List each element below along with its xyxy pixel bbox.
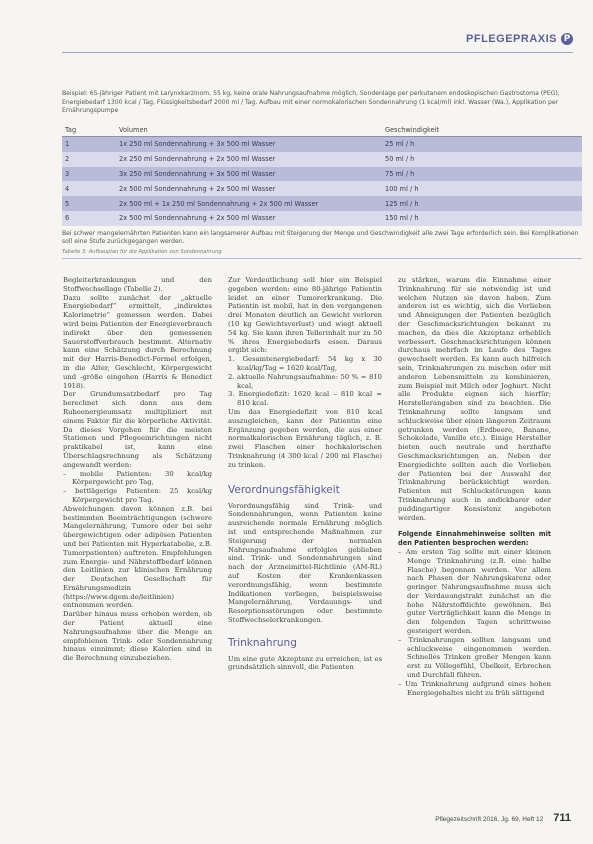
- header-divider: [62, 52, 573, 53]
- list-item: 2. aktuelle Nahrungsaufnahme: 50 % = 810 kcal,: [228, 372, 382, 390]
- text-column-2: [228, 276, 382, 672]
- cell-day: 6: [62, 211, 116, 226]
- text-column-3: [398, 276, 551, 697]
- paragraph: Um das Energiedefizit von 810 kcal auszugleichen, kann der Patientin eine Ergänzung gegeben werden, die aus einer normalkalorischen Ernährung täglich, z. B. zwei Flaschen einer hochkalorischen Trinknahrung (4 300 kcal / 200 ml Flasche) zu trinken.: [228, 407, 382, 469]
- nutrition-plan-table: [62, 123, 582, 226]
- cell-volume: 2x 250 ml Sondennahrung + 2x 500 ml Wasser: [116, 152, 382, 167]
- cell-speed: 25 ml / h: [382, 137, 582, 152]
- brand-logo-icon: P: [561, 33, 573, 45]
- page-footer: [435, 812, 571, 824]
- page-number: 711: [553, 812, 571, 824]
- text-column-1: [63, 276, 212, 663]
- header-day: Tag: [62, 123, 116, 137]
- paragraph: Zur Verdeutlichung soll hier ein Beispiel gegeben werden: eine 80-jährige Patientin leidet an einer Tumorerkrankung. Die Patientin ist mobil, hat in den vergangenen drei Monaten deutlich an Gewicht verloren (10 kg Gewichtsverlust) und wiegt aktuell 54 kg. Sie kann ihren Tellerinhalt nur zu 50 % ihres Energiebedarfs essen. Daraus ergibt sich:: [228, 276, 382, 355]
- header-speed: Geschwindigkeit: [382, 123, 582, 137]
- cell-volume: 2x 500 ml + 1x 250 ml Sondennahrung + 2x 500 ml Wasser: [116, 196, 382, 211]
- paragraph: Darüber hinaus muss erhoben werden, ob der Patient aktuell eine Nahrungsaufnahme über die Menge an empfohlenen Trink- oder Sondennahrung hinaus einnimmt; diese Kalorien sind in die Berechnung einzubeziehen.: [63, 610, 212, 663]
- cell-day: 3: [62, 167, 116, 182]
- paragraph: zu stärken, warum die Einnahme einer Trinknahrung für sie notwendig ist und welchen Nutzen sie davon haben. Zum anderen ist es wichtig, sich die Vorlieben und Abneigungen der Patienten bezüglich der Geschmacksrichtungen bekannt zu machen, da dies die Akzeptanz erheblich verbessert. Geschmacksrichtungen können durchaus mehrfach im Laufe des Tages gewechselt werden. Es kann auch hilfreich sein, Trinknahrungen zu mischen oder mit anderen Lebensmitteln zu kombinieren, zum Beispiel mit Milch oder Joghurt. Nicht alle Produkte eignen sich hierfür; Herstellerangaben sind zu beachten. Die Trinknahrung sollte langsam und schluckweise über einen längeren Zeitraum getrunken werden (Erdbeere, Banane, Schokolade, Vanille etc.). Einige Hersteller bieten auch neutrale und herzhafte Geschmacksrichtungen an. Neben der Energiedichte sollten auch die Vorlieben der Patienten bei der Auswahl der Trinknahrung berücksichtigt werden. Patienten mit Schluckstörungen kann Trinknahrung auch in andickbarer oder puddingartiger Konsistenz angeboten werden.: [398, 276, 551, 522]
- bullet-list: [63, 470, 212, 505]
- cell-speed: 125 ml / h: [382, 196, 582, 211]
- cell-volume: 2x 500 ml Sondennahrung + 2x 500 ml Wasser: [116, 211, 382, 226]
- list-item: 1. Gesamtenergiebedarf: 54 kg x 30 kcal/kg/Tag = 1620 kcal/Tag,: [228, 355, 382, 372]
- section-heading-trinknahrung: Trinknahrung: [228, 636, 297, 649]
- calculation-steps: [228, 355, 382, 408]
- cell-day: 4: [62, 181, 116, 196]
- cell-speed: 75 ml / h: [382, 167, 582, 182]
- bullet-list: [398, 548, 551, 698]
- header-brand: [466, 33, 573, 45]
- table-row: [62, 167, 582, 182]
- list-item: – Um Trinknahrung aufgrund eines hohen Energiegehaltes nicht zu früh sättigend: [398, 679, 551, 697]
- paragraph: Dazu sollte zunächst der „aktuelle Energiebedarf“ ermittelt, „indirektes Kalorimetrie“ gemessen werden. Dabei wird beim Patienten der Energieverbrauch indirekt über den gemessenen Sauerstoffverbrauch bestimmt. Alternativ kann eine Schätzung durch Berechnung mit der Harris-Benedict-Formel erfolgen, in die Alter, Geschlecht, Körpergewicht und -größe eingehen (Harris & Benedict 1918).: [63, 293, 212, 390]
- cell-volume: 3x 250 ml Sondennahrung + 3x 500 ml Wasser: [116, 167, 382, 182]
- paragraph: Der Grundumsatzbedarf pro Tag berechnet sich dann aus dem Ruheenergieumsatz multipliziert mit einem Faktor für die körperliche Aktivität. Da dieses Vorgehen für die meisten Stationen und Pflegeeinrichtungen nicht praktikabel ist, kann eine Überschlagsrechnung als Schätzung angewandt werden:: [63, 390, 212, 469]
- list-item: – Trinknahrungen sollten langsam und schluckweise eingenommen werden. Schnelles Trinken großer Mengen kann erst zu Völlegefühl, Übelkeit, Erbrechen und Durchfall führen.: [398, 635, 551, 680]
- table-row: [62, 181, 582, 196]
- list-item: – mobile Patienten: 30 kcal/kg Körpergewicht pro Tag,: [63, 469, 212, 487]
- table-header-row: [62, 123, 582, 137]
- header-volume: Volumen: [116, 123, 382, 137]
- paragraph: Um eine gute Akzeptanz zu erreichen, ist es grundsätzlich sinnvoll, die Patienten: [228, 654, 382, 672]
- cell-speed: 150 ml / h: [382, 211, 582, 226]
- table-row: [62, 211, 582, 226]
- cell-day: 5: [62, 196, 116, 211]
- table-row: [62, 196, 582, 211]
- paragraph: Abweichungen davon können z.B. bei bestimmten Beeinträchtigungen (schwere Mangelernährung, Tumore oder bei sehr übergewichtigen oder adipösen Patienten und bei Patienten mit Hyperkatabolie, z.B. Tumorpatienten) auftreten. Empfehlungen zum Energie- und Nährstoffbedarf können den Leitlinien zur klinischen Ernährung der Deutschen Gesellschaft für Ernährungsmedizin (https://www.dgem.de/leitlinien) entnommen werden.: [63, 504, 212, 610]
- journal-source: Pflegezeitschrift 2016, Jg. 69, Heft 12: [435, 816, 544, 823]
- table-footnote: Bei schwer mangelernährten Patienten kann ein langsamerer Aufbau mit Steigerung der Menge und Geschwindigkeit alle zwei Tage erforderlich sein. Bei Komplikationen soll eine Stufe zurückgegangen werden.: [62, 230, 579, 246]
- cell-speed: 50 ml / h: [382, 152, 582, 167]
- table-source-divider: [62, 258, 582, 259]
- section-heading-verordnung: Verordnungsfähigkeit: [228, 483, 340, 496]
- cell-speed: 100 ml / h: [382, 181, 582, 196]
- table-row: [62, 137, 582, 152]
- paragraph: Begleiterkrankungen und den Stoffwechsellage (Tabelle 2).: [63, 276, 212, 293]
- list-item: 3. Energiedefizit: 1620 kcal – 810 kcal = 810 kcal.: [228, 390, 382, 408]
- cell-day: 1: [62, 137, 116, 152]
- table-source: Tabelle 3: Aufbauplan für die Applikation von Sondennahrung: [62, 249, 222, 255]
- brand-text: PFLEGEPRAXIS: [466, 33, 557, 45]
- table-caption: Beispiel: 65-jähriger Patient mit Larynxkarzinom, 55 kg, keine orale Nahrungsaufnahme möglich, Sondenlage per perkutanem endoskopischen Gastrostoma (PEG), Energiebedarf 1300 kcal / Tag, Flüssigkeitsbedarf 2000 ml / Tag, Aufbau mit einer normokalorischen Sondennahrung (1 kcal/ml) inkl. Wasser (Wa.), Applikation per Ernährungspumpe: [62, 90, 560, 115]
- list-item: – bettlägerige Patienten: 25 kcal/kg Körpergewicht pro Tag.: [63, 487, 212, 504]
- cell-volume: 1x 250 ml Sondennahrung + 3x 500 ml Wasser: [116, 137, 382, 152]
- list-item: – Am ersten Tag sollte mit einer kleinen Menge Trinknahrung (z.B. eine halbe Flasche) begonnen werden. Vor allem nach Phasen der Nahrungskarenz oder geringer Nahrungsaufnahme muss sich der Verdauungstrakt zunächst an die hohe Nährstoffdichte gewöhnen. Bei guter Verträglichkeit kann die Menge in den folgenden Tagen schrittweise gesteigert werden.: [398, 547, 551, 636]
- table-row: [62, 152, 582, 167]
- cell-day: 2: [62, 152, 116, 167]
- cell-volume: 2x 500 ml Sondennahrung + 2x 500 ml Wasser: [116, 181, 382, 196]
- bold-lead: Folgende Einnahmehinweise sollten mit den Patienten besprochen werden:: [398, 530, 551, 548]
- paragraph: Verordnungsfähig sind Trink- und Sondennahrungen, wenn Patienten keine ausreichende normale Ernährung möglich ist und entsprechende Maßnahmen zur Steigerung der normalen Nahrungsaufnahme erfolglos geblieben sind. Trink- und Sondennahrungen sind nach der Arzneimittel-Richtlinie (AM-RL) auf Kosten der Krankenkassen verordnungsfähig, wenn bestimmte Indikationen vorliegen, beispielsweise Mangelernährung, Verdauungs- und Resorptionsstörungen oder bestimmte Stoffwechselerkrankungen.: [228, 501, 382, 624]
